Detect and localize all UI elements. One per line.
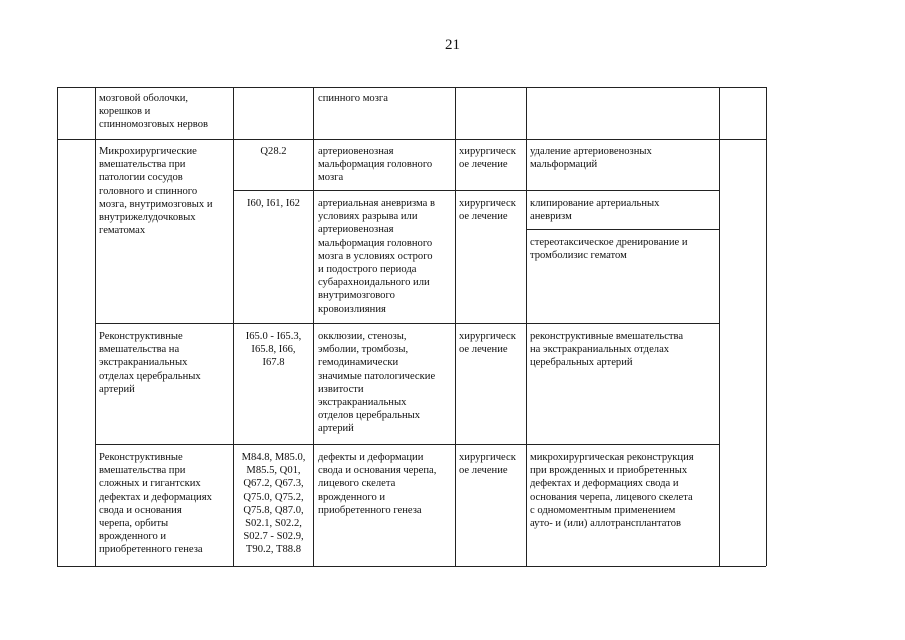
table-cell-treatment: хирургическ ое лечение <box>459 452 516 477</box>
col-divider <box>526 87 527 566</box>
table-cell-therapy: удаление артериовенозных мальформаций <box>530 146 652 171</box>
page-number: 21 <box>445 37 460 53</box>
col-divider <box>719 87 720 566</box>
table-cell-model: спинного мозга <box>318 93 388 104</box>
table-cell-method: мозговой оболочки, корешков и спинномозговых нервов <box>99 93 208 131</box>
table-border-top <box>57 87 766 88</box>
table-cell-code: Q28.2 <box>260 146 287 157</box>
table-cell-model: артериовенозная мальформация головного мозга <box>318 146 433 184</box>
table-cell-treatment: хирургическ ое лечение <box>459 198 516 223</box>
col-divider <box>313 87 314 566</box>
row-divider <box>526 229 719 230</box>
col-divider <box>57 87 58 566</box>
table-cell-therapy: микрохирургическая реконструкция при врожденных и приобретенных дефектах и деформациях свода и основания черепа, лицевого скелета с одномоментным применением ауто- и (или) аллотрансплантатов <box>530 452 694 530</box>
table-cell-model: дефекты и деформации свода и основания черепа, лицевого скелета врожденного и приобретенного генеза <box>318 452 437 516</box>
table-cell-treatment: хирургическ ое лечение <box>459 146 516 171</box>
table-cell-therapy: клипирование артериальных аневризм <box>530 198 660 223</box>
col-divider <box>95 87 96 566</box>
table-cell-code: I60, I61, I62 <box>247 198 300 209</box>
row-divider <box>95 323 719 324</box>
table-cell-method: Реконструктивные вмешательства на экстракраниальных отделах церебральных артерий <box>99 331 201 395</box>
col-divider <box>455 87 456 566</box>
table-cell-method: Микрохирургические вмешательства при патологии сосудов головного и спинного мозга, внутримозговых и внутрижелудочковых гематомах <box>99 146 213 237</box>
col-divider <box>766 87 767 566</box>
table-cell-model: окклюзии, стенозы, эмболии, тромбозы, гемодинамически значимые патологические извитости экстракраниальных отделов церебральных артерий <box>318 331 436 435</box>
table-cell-method: Реконструктивные вмешательства при сложных и гигантских дефектах и деформациях свода и основания черепа, орбиты врожденного и приобретенного генеза <box>99 452 212 556</box>
table-border-bottom <box>57 566 766 567</box>
table-cell-code: M84.8, M85.0, M85.5, Q01, Q67.2, Q67.3, Q75.0, Q75.2, Q75.8, Q87.0, S02.1, S02.2, S02.7 - S02.9, T90.2, T88.8 <box>241 452 306 556</box>
table-cell-therapy: стереотаксическое дренирование и тромболизис гематом <box>530 237 688 262</box>
table-cell-model: артериальная аневризма в условиях разрыва или артериовенозная мальформация головного мозга в условиях острого и подострого периода субарахноидального или внутримозгового кровоизлияния <box>318 198 436 315</box>
row-divider <box>233 190 719 191</box>
table-cell-therapy: реконструктивные вмешательства на экстракраниальных отделах церебральных артерий <box>530 331 684 369</box>
table-cell-code: I65.0 - I65.3, I65.8, I66, I67.8 <box>245 331 302 369</box>
table-cell-treatment: хирургическ ое лечение <box>459 331 516 356</box>
row-divider <box>95 444 719 445</box>
row-divider <box>57 139 766 140</box>
